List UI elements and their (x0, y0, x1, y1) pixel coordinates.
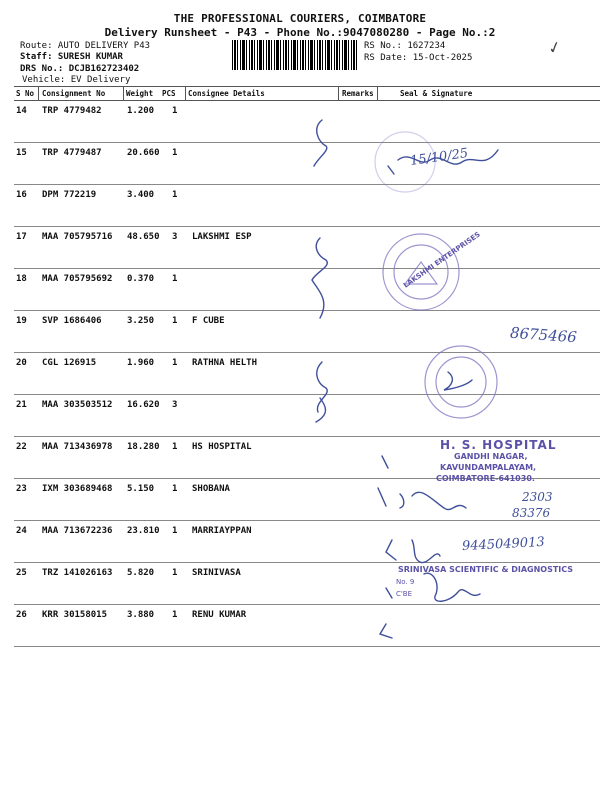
col-header-consignee: Consignee Details (188, 89, 265, 98)
route-text: Route: AUTO DELIVERY P43 (20, 41, 151, 51)
row-sno: 26 (16, 610, 27, 620)
hs-hospital-stamp-line2: GANDHI NAGAR, (454, 452, 528, 461)
row-weight: 0.370 (127, 274, 155, 284)
row-pcs: 1 (172, 190, 178, 200)
col-header-consignment: Consignment No (42, 89, 106, 98)
vehicle-text: Vehicle: EV Delivery (22, 75, 131, 85)
row-sno: 19 (16, 316, 27, 326)
row-weight: 5.150 (127, 484, 155, 494)
table-row (0, 605, 600, 647)
row-weight: 48.650 (127, 232, 160, 242)
row-sno: 20 (16, 358, 27, 368)
col-header-seal: Seal & Signature (400, 89, 473, 98)
drs-text: DRS No.: DCJB162723402 (20, 64, 140, 74)
srinivasa-stamp-line2: No. 9 (396, 578, 415, 586)
row-pcs: 1 (172, 484, 178, 494)
row-weight: 3.880 (127, 610, 155, 620)
row-weight: 20.660 (127, 148, 160, 158)
row-pcs: 1 (172, 316, 178, 326)
row-consignee: F CUBE (192, 316, 225, 326)
row-consignment: IXM 303689468 (42, 484, 113, 494)
row-sno: 25 (16, 568, 27, 578)
staff-text: Staff: SURESH KUMAR (20, 52, 123, 62)
row-consignee: RATHNA HELTH (192, 358, 258, 368)
srinivasa-stamp-line3: C'BE (396, 590, 413, 598)
table-row (0, 101, 600, 143)
row-pcs: 3 (172, 400, 178, 410)
row-consignment: SVP 1686406 (42, 316, 102, 326)
table-row (0, 143, 600, 185)
row-weight: 3.250 (127, 316, 155, 326)
hs-hospital-stamp-line3: KAVUNDAMPALAYAM, (440, 463, 537, 472)
tick-mark-icon: ✓ (545, 36, 564, 59)
handwritten-date: 15/10/25 (409, 146, 470, 169)
row-consignment: TRZ 141026163 (42, 568, 113, 578)
row-consignment: MAA 713436978 (42, 442, 113, 452)
row-weight: 23.810 (127, 526, 160, 536)
row-sno: 18 (16, 274, 27, 284)
row-consignee: SRINIVASA (192, 568, 241, 578)
header-top-border (14, 86, 600, 87)
row-sno: 23 (16, 484, 27, 494)
hs-hospital-stamp-line4: COIMBATORE-641030. (436, 474, 535, 483)
col-divider (338, 86, 339, 101)
row-consignee: SHOBANA (192, 484, 230, 494)
runsheet-subtitle: Delivery Runsheet - P43 - Phone No.:9047080280 - Page No.:2 (104, 26, 496, 39)
barcode (232, 40, 357, 70)
col-header-remarks: Remarks (342, 89, 374, 98)
hs-hospital-stamp-line1: H. S. HOSPITAL (440, 438, 557, 452)
row-weight: 18.280 (127, 442, 160, 452)
row-weight: 3.400 (127, 190, 155, 200)
col-divider (377, 86, 378, 101)
row-consignee: HS HOSPITAL (192, 442, 252, 452)
table-row (0, 395, 600, 437)
table-row (0, 353, 600, 395)
row-consignment: MAA 705795716 (42, 232, 113, 242)
table-row (0, 479, 600, 521)
row-pcs: 1 (172, 148, 178, 158)
col-divider (123, 86, 124, 101)
handwritten-note-23b: 83376 (512, 506, 551, 520)
handwritten-phone-24: 9445049013 (461, 534, 546, 555)
col-header-weight: Weight (126, 89, 154, 98)
row-sno: 24 (16, 526, 27, 536)
table-row (0, 185, 600, 227)
row-consignment: DPM 772219 (42, 190, 97, 200)
row-sno: 17 (16, 232, 27, 242)
rs-no-text: RS No.: 1627234 (364, 41, 446, 51)
srinivasa-stamp-line1: SRINIVASA SCIENTIFIC & DIAGNOSTICS (398, 565, 574, 574)
row-sno: 22 (16, 442, 27, 452)
col-header-sno: S No (16, 89, 35, 98)
row-consignee: RENU KUMAR (192, 610, 247, 620)
row-pcs: 1 (172, 610, 178, 620)
row-sno: 15 (16, 148, 27, 158)
company-title: THE PROFESSIONAL COURIERS, COIMBATORE (173, 12, 427, 25)
row-consignment: TRP 4779482 (42, 106, 102, 116)
row-weight: 5.820 (127, 568, 155, 578)
row-weight: 1.960 (127, 358, 155, 368)
row-sno: 21 (16, 400, 27, 410)
col-divider (185, 86, 186, 101)
row-consignee: LAKSHMI ESP (192, 232, 252, 242)
row-pcs: 1 (172, 274, 178, 284)
col-header-pcs: PCS (162, 89, 176, 98)
row-pcs: 3 (172, 232, 178, 242)
row-sno: 16 (16, 190, 27, 200)
row-consignment: KRR 30158015 (42, 610, 108, 620)
table-row (0, 227, 600, 269)
row-weight: 16.620 (127, 400, 160, 410)
row-consignment: TRP 4779487 (42, 148, 102, 158)
row-consignment: MAA 713672236 (42, 526, 113, 536)
row-pcs: 1 (172, 526, 178, 536)
row-pcs: 1 (172, 568, 178, 578)
row-consignment: CGL 126915 (42, 358, 97, 368)
col-divider (38, 86, 39, 101)
row-consignee: MARRIAYPPAN (192, 526, 252, 536)
handwritten-note-23a: 2303 (522, 490, 553, 504)
row-pcs: 1 (172, 358, 178, 368)
row-sno: 14 (16, 106, 27, 116)
row-pcs: 1 (172, 442, 178, 452)
row-consignment: MAA 303503512 (42, 400, 113, 410)
handwritten-phone-19: 8675466 (509, 323, 578, 347)
table-row (0, 269, 600, 311)
rs-date-text: RS Date: 15-Oct-2025 (364, 53, 473, 63)
row-consignment: MAA 705795692 (42, 274, 113, 284)
lakshmi-stamp-text: LAKSHMI ENTERPRISES (402, 230, 482, 290)
row-pcs: 1 (172, 106, 178, 116)
row-weight: 1.200 (127, 106, 155, 116)
